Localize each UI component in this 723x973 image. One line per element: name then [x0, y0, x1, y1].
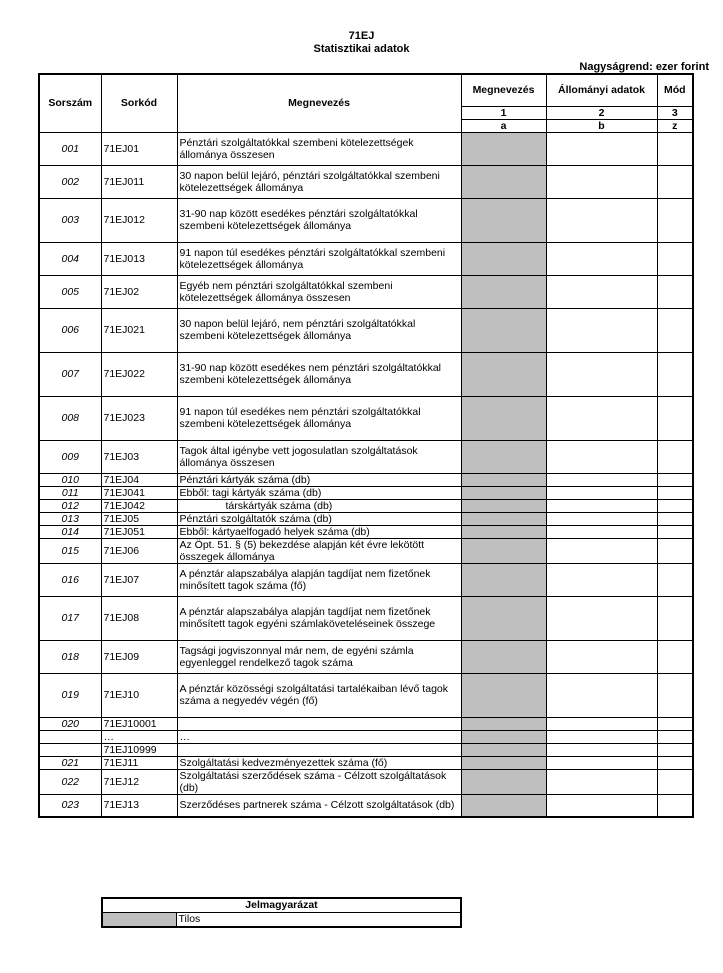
row-col3-cell: [657, 769, 693, 794]
unit-label: Nagyságrend: ezer forint: [579, 61, 709, 73]
row-col2-cell: [546, 596, 657, 640]
row-col3-cell: [657, 743, 693, 756]
row-code: 71EJ04: [101, 473, 177, 486]
row-col1-cell: [461, 596, 546, 640]
table-row: [39, 717, 693, 730]
row-description: 30 napon belül lejáró, pénztári szolgáltatókkal szembeni kötelezettségek állománya: [177, 165, 461, 198]
row-col3-cell: [657, 165, 693, 198]
row-col1-cell: [461, 769, 546, 794]
row-description: Az Öpt. 51. § (5) bekezdése alapján két évre lekötött összegek állománya: [177, 538, 461, 563]
row-col2-cell: [546, 165, 657, 198]
row-col2-cell: [546, 473, 657, 486]
header-col3-num: 3: [657, 106, 693, 119]
row-col2-cell: [546, 486, 657, 499]
table-row: [39, 396, 693, 440]
row-col1-cell: [461, 499, 546, 512]
row-code: 71EJ01: [101, 132, 177, 165]
row-col1-cell: [461, 352, 546, 396]
row-number: 020: [39, 717, 101, 730]
row-col3-cell: [657, 525, 693, 538]
table-row: [39, 563, 693, 596]
row-col3-cell: [657, 756, 693, 769]
table-row: [39, 794, 693, 817]
row-description: 30 napon belül lejáró, nem pénztári szolgáltatókkal szembeni kötelezettségek állománya: [177, 308, 461, 352]
row-code: 71EJ022: [101, 352, 177, 396]
row-col1-cell: [461, 756, 546, 769]
row-description: Tagsági jogviszonnyal már nem, de egyéni számla egyenleggel rendelkező tagok száma: [177, 640, 461, 673]
row-col3-cell: [657, 275, 693, 308]
row-col2-cell: [546, 308, 657, 352]
row-col1-cell: [461, 640, 546, 673]
table-row: [39, 538, 693, 563]
row-number: [39, 743, 101, 756]
row-description: 31-90 nap között esedékes pénztári szolgáltatókkal szembeni kötelezettségek állománya: [177, 198, 461, 242]
row-col1-cell: [461, 525, 546, 538]
table-row: [39, 165, 693, 198]
row-col2-cell: [546, 440, 657, 473]
row-col1-cell: [461, 717, 546, 730]
row-col1-cell: [461, 440, 546, 473]
header-sorszam: Sorszám: [39, 74, 101, 132]
header-sorkod: Sorkód: [101, 74, 177, 132]
row-col2-cell: [546, 640, 657, 673]
row-number: 002: [39, 165, 101, 198]
row-col3-cell: [657, 499, 693, 512]
header-col2-num: 2: [546, 106, 657, 119]
row-number: 010: [39, 473, 101, 486]
row-col2-cell: [546, 794, 657, 817]
table-row: [39, 440, 693, 473]
row-col1-cell: [461, 396, 546, 440]
row-description: 91 napon túl esedékes pénztári szolgáltatókkal szembeni kötelezettségek állománya: [177, 242, 461, 275]
row-col2-cell: [546, 198, 657, 242]
table-row: [39, 525, 693, 538]
row-code: 71EJ10: [101, 673, 177, 717]
row-col2-cell: [546, 756, 657, 769]
row-code: 71EJ10001: [101, 717, 177, 730]
row-number: 008: [39, 396, 101, 440]
row-col2-cell: [546, 769, 657, 794]
table-row: [39, 512, 693, 525]
row-description: Pénztári szolgáltatók száma (db): [177, 512, 461, 525]
row-col1-cell: [461, 673, 546, 717]
row-col2-cell: [546, 563, 657, 596]
row-description: 31-90 nap között esedékes nem pénztári szolgáltatókkal szembeni kötelezettségek állománya: [177, 352, 461, 396]
row-code: 71EJ03: [101, 440, 177, 473]
row-number: [39, 730, 101, 743]
row-col3-cell: [657, 717, 693, 730]
row-description: Pénztári szolgáltatókkal szembeni kötelezettségek állománya összesen: [177, 132, 461, 165]
row-description: [177, 717, 461, 730]
row-col1-cell: [461, 563, 546, 596]
row-col1-cell: [461, 473, 546, 486]
row-code: 71EJ06: [101, 538, 177, 563]
row-col2-cell: [546, 717, 657, 730]
table-row: [39, 352, 693, 396]
row-number: 016: [39, 563, 101, 596]
row-number: 007: [39, 352, 101, 396]
row-description: Tagok által igénybe vett jogosulatlan szolgáltatások állománya összesen: [177, 440, 461, 473]
row-col1-cell: [461, 743, 546, 756]
row-col3-cell: [657, 396, 693, 440]
row-description: Szerződéses partnerek száma - Célzott szolgáltatások (db): [177, 794, 461, 817]
row-number: 001: [39, 132, 101, 165]
row-col1-cell: [461, 242, 546, 275]
row-col3-cell: [657, 308, 693, 352]
row-code: 71EJ051: [101, 525, 177, 538]
row-col1-cell: [461, 794, 546, 817]
row-code: …: [101, 730, 177, 743]
row-col3-cell: [657, 673, 693, 717]
table-row: [39, 308, 693, 352]
header-col3-letter: z: [657, 119, 693, 132]
row-description: Pénztári kártyák száma (db): [177, 473, 461, 486]
row-number: 013: [39, 512, 101, 525]
row-col3-cell: [657, 440, 693, 473]
row-number: 015: [39, 538, 101, 563]
table-row: [39, 132, 693, 165]
row-col3-cell: [657, 198, 693, 242]
row-description: Szolgáltatási kedvezményezettek száma (fő): [177, 756, 461, 769]
row-col2-cell: [546, 673, 657, 717]
row-number: 014: [39, 525, 101, 538]
row-col3-cell: [657, 730, 693, 743]
row-col1-cell: [461, 730, 546, 743]
table-row: [39, 640, 693, 673]
legend-title: Jelmagyarázat: [102, 898, 461, 913]
row-code: 71EJ013: [101, 242, 177, 275]
table-row: [39, 242, 693, 275]
row-code: 71EJ12: [101, 769, 177, 794]
row-col3-cell: [657, 486, 693, 499]
row-code: 71EJ02: [101, 275, 177, 308]
table-row: [39, 486, 693, 499]
row-col2-cell: [546, 743, 657, 756]
row-code: 71EJ042: [101, 499, 177, 512]
row-col2-cell: [546, 396, 657, 440]
row-col3-cell: [657, 352, 693, 396]
row-code: 71EJ012: [101, 198, 177, 242]
form-code: 71EJ: [348, 30, 375, 42]
header-col2: Állományi adatok: [546, 74, 657, 106]
row-code: 71EJ021: [101, 308, 177, 352]
row-col1-cell: [461, 165, 546, 198]
row-code: 71EJ08: [101, 596, 177, 640]
row-number: 012: [39, 499, 101, 512]
table-row: [39, 756, 693, 769]
row-col2-cell: [546, 352, 657, 396]
row-col2-cell: [546, 538, 657, 563]
row-code: 71EJ041: [101, 486, 177, 499]
legend-swatch: [102, 913, 176, 928]
row-col2-cell: [546, 512, 657, 525]
row-description: Ebből: kártyaelfogadó helyek száma (db): [177, 525, 461, 538]
row-col3-cell: [657, 563, 693, 596]
row-description: Egyéb nem pénztári szolgáltatókkal szembeni kötelezettségek állománya összesen: [177, 275, 461, 308]
row-col2-cell: [546, 132, 657, 165]
header-megnevezes: Megnevezés: [177, 74, 461, 132]
row-col1-cell: [461, 132, 546, 165]
table-row: [39, 499, 693, 512]
row-number: 023: [39, 794, 101, 817]
row-col3-cell: [657, 242, 693, 275]
row-col1-cell: [461, 275, 546, 308]
legend-label: Tilos: [176, 913, 461, 928]
row-number: 019: [39, 673, 101, 717]
row-col3-cell: [657, 538, 693, 563]
row-description: Ebből: tagi kártyák száma (db): [177, 486, 461, 499]
row-description: A pénztár alapszabálya alapján tagdíjat nem fizetőnek minősített tagok száma (fő): [177, 563, 461, 596]
table-row: [39, 198, 693, 242]
row-col1-cell: [461, 486, 546, 499]
row-col2-cell: [546, 499, 657, 512]
row-number: 004: [39, 242, 101, 275]
row-description: Szolgáltatási szerződések száma - Célzott szolgáltatások (db): [177, 769, 461, 794]
form-title: Statisztikai adatok: [313, 43, 410, 55]
row-code: 71EJ023: [101, 396, 177, 440]
row-col3-cell: [657, 640, 693, 673]
header-col2-letter: b: [546, 119, 657, 132]
row-code: 71EJ011: [101, 165, 177, 198]
row-col1-cell: [461, 308, 546, 352]
table-row: [39, 596, 693, 640]
row-number: 021: [39, 756, 101, 769]
row-number: 009: [39, 440, 101, 473]
row-code: 71EJ10999: [101, 743, 177, 756]
row-description: A pénztár közösségi szolgáltatási tartalékaiban lévő tagok száma a negyedév végén (fő): [177, 673, 461, 717]
row-col2-cell: [546, 525, 657, 538]
row-number: 005: [39, 275, 101, 308]
row-description: A pénztár alapszabálya alapján tagdíjat nem fizetőnek minősített tagok egyéni számlaköveteléseinek összege: [177, 596, 461, 640]
row-number: 022: [39, 769, 101, 794]
row-description: [177, 743, 461, 756]
header-col3: Mód: [657, 74, 693, 106]
table-row: [39, 743, 693, 756]
row-code: 71EJ05: [101, 512, 177, 525]
table-row: [39, 473, 693, 486]
row-col1-cell: [461, 512, 546, 525]
row-col3-cell: [657, 596, 693, 640]
row-number: 011: [39, 486, 101, 499]
row-col2-cell: [546, 242, 657, 275]
row-code: 71EJ13: [101, 794, 177, 817]
row-number: 006: [39, 308, 101, 352]
row-col3-cell: [657, 473, 693, 486]
row-number: 003: [39, 198, 101, 242]
row-number: 017: [39, 596, 101, 640]
table-row: [39, 730, 693, 743]
row-col2-cell: [546, 275, 657, 308]
row-col2-cell: [546, 730, 657, 743]
row-number: 018: [39, 640, 101, 673]
row-col3-cell: [657, 794, 693, 817]
row-col3-cell: [657, 132, 693, 165]
row-col3-cell: [657, 512, 693, 525]
row-col1-cell: [461, 198, 546, 242]
table-row: [39, 769, 693, 794]
table-row: [39, 275, 693, 308]
row-code: 71EJ11: [101, 756, 177, 769]
header-col1-letter: a: [461, 119, 546, 132]
row-description: 91 napon túl esedékes nem pénztári szolgáltatókkal szembeni kötelezettségek állománya: [177, 396, 461, 440]
data-table: [38, 73, 694, 818]
row-code: 71EJ07: [101, 563, 177, 596]
row-col1-cell: [461, 538, 546, 563]
row-description: …: [177, 730, 461, 743]
header-col1-num: 1: [461, 106, 546, 119]
legend-table: [101, 897, 462, 928]
table-row: [39, 673, 693, 717]
header-col1: Megnevezés: [461, 74, 546, 106]
row-code: 71EJ09: [101, 640, 177, 673]
row-description: társkártyák száma (db): [177, 499, 461, 512]
